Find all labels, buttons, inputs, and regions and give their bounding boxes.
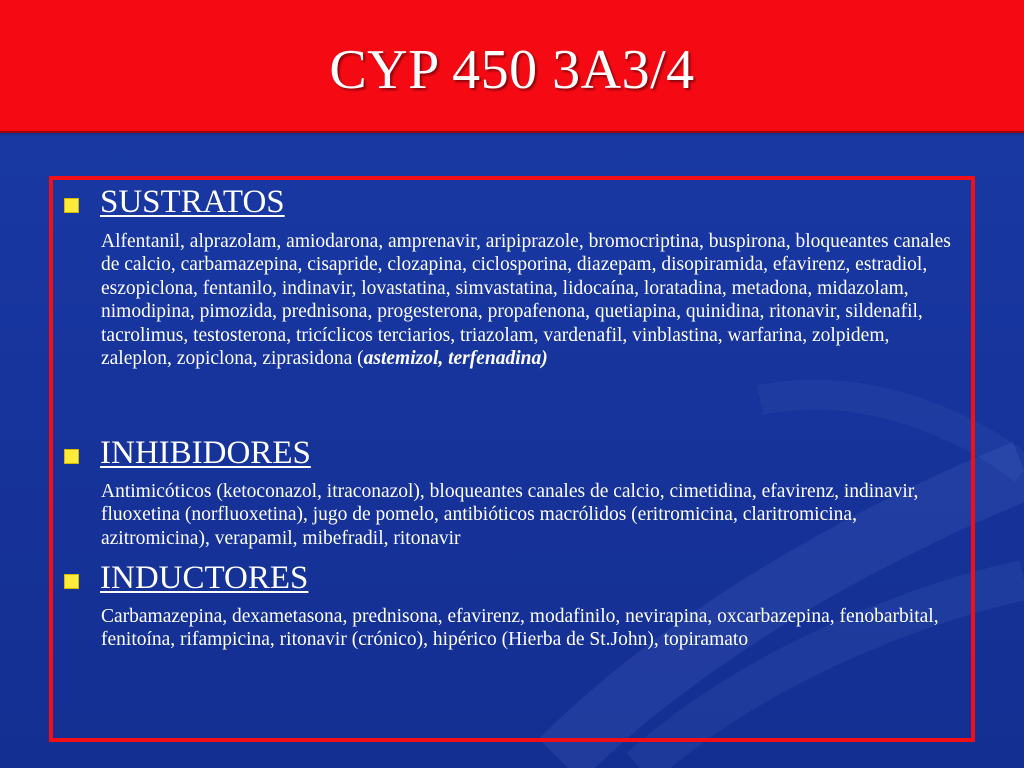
section-heading: INDUCTORES: [100, 560, 309, 596]
title-bar-shadow: [0, 131, 1024, 137]
slide-title: CYP 450 3A3/4: [329, 39, 695, 101]
bullet-square-icon: [64, 574, 79, 589]
section-heading: SUSTRATOS: [100, 184, 285, 220]
bullet-square-icon: [64, 198, 79, 213]
section-body-text: [101, 230, 963, 370]
section-body-text: Carbamazepina, dexametasona, prednisona, efavirenz, modafinilo, nevirapina, oxcarbazepina, fenobarbital, fenitoína, rifampicina, ritonavir (crónico), hipérico (Hierba de St.John), topiramato: [101, 606, 939, 651]
body-text-plain: Alfentanil, alprazolam, amiodarona, amprenavir, aripiprazole, bromocriptina, buspirona, bloqueantes canales de calcio, carbamazepina, cisapride, clozapina, ciclosporina, diazepam, disopiramida, efavirenz, estradiol, eszopiclona, fentanilo, indinavir, lovastatina, simvastatina, lidocaína, loratadina, metadona, midazolam, nimodipina, pimozida, prednisona, progesterona, propafenona, quetiapina, quinidina, ritonavir, sildenafil, tacrolimus, testosterona, tricíclicos terciarios, triazolam, vardenafil, vinblastina, warfarina, zolpidem, zaleplon, zopiclona, ziprasidona (: [101, 231, 951, 370]
body-text-emphasis: astemizol, terfenadina): [363, 348, 548, 370]
section-heading: INHIBIDORES: [100, 435, 311, 471]
section-body-text: Antimicóticos (ketoconazol, itraconazol), bloqueantes canales de calcio, cimetidina, efavirenz, indinavir, fluoxetina (norfluoxetina), jugo de pomelo, antibióticos macrólidos (eritromicina, claritromicina, azitromicina), verapamil, mibefradil, ritonavir: [101, 481, 919, 549]
bullet-square-icon: [64, 449, 79, 464]
